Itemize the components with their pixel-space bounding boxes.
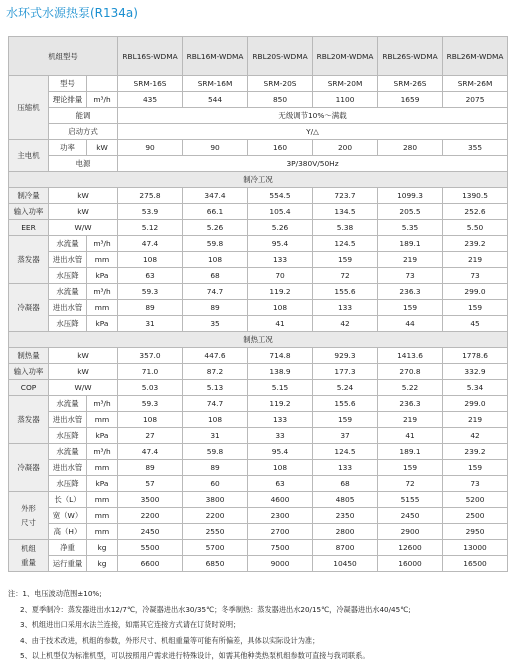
table-row [9,444,508,460]
value-cell: SRM-16S [118,76,183,92]
section-header-cell: 制冷工况 [9,172,508,188]
value-cell: 159 [313,252,378,268]
value-cell: 73 [443,476,508,492]
value-cell: 299.0 [443,396,508,412]
model-name-cell: RBL20M-WDMA [313,37,378,76]
value-cell: 332.9 [443,364,508,380]
param-label-cell: COP [9,380,49,396]
value-cell: 66.1 [183,204,248,220]
value-cell: 108 [183,252,248,268]
param-label-cell: 制热量 [9,348,49,364]
value-cell: 2300 [248,508,313,524]
value-cell: SRM-16M [183,76,248,92]
value-cell: 1390.5 [443,188,508,204]
value-cell: 239.2 [443,236,508,252]
value-cell: 44 [378,316,443,332]
value-cell: 5700 [183,540,248,556]
param-label-cell: 电源 [49,156,118,172]
value-cell: 236.3 [378,284,443,300]
value-cell: 4600 [248,492,313,508]
table-row [9,220,508,236]
param-label-cell: 进出水管 [49,252,87,268]
value-cell: 5.50 [443,220,508,236]
value-cell: 252.6 [443,204,508,220]
value-cell: 68 [183,268,248,284]
value-cell: 9000 [248,556,313,572]
value-cell: 6850 [183,556,248,572]
value-cell: 108 [183,412,248,428]
table-row [9,76,508,92]
value-cell: 205.5 [378,204,443,220]
value-cell: 10450 [313,556,378,572]
value-cell: 270.8 [378,364,443,380]
unit-cell: m³/h [87,236,118,252]
value-cell: 53.9 [118,204,183,220]
value-cell: 63 [248,476,313,492]
page-title: 水环式水源热泵(R134a) [6,6,138,20]
model-name-cell: RBL16M-WDMA [183,37,248,76]
value-cell: 219 [378,412,443,428]
param-label-cell: 水压降 [49,476,87,492]
table-row [9,252,508,268]
param-label-cell: 水压降 [49,316,87,332]
group-label-cell: 主电机 [9,140,49,172]
unit-cell: mm [87,300,118,316]
value-cell: 189.1 [378,236,443,252]
model-name-cell: RBL26S-WDMA [378,37,443,76]
value-cell: 119.2 [248,284,313,300]
note-line: 5、以上机型仅为标准机型，可以按照用户需求进行特殊设计，如需其他种类热泵机组参数可直接与我司联系。 [20,651,370,660]
value-cell: 155.6 [313,284,378,300]
param-label-cell: 进出水管 [49,412,87,428]
value-cell: 2200 [183,508,248,524]
value-cell: 5200 [443,492,508,508]
unit-cell: m³/h [87,396,118,412]
value-cell: 41 [378,428,443,444]
value-cell: 72 [313,268,378,284]
param-label-cell: 水流量 [49,284,87,300]
value-cell: 72 [378,476,443,492]
value-cell: 554.5 [248,188,313,204]
value-cell: 299.0 [443,284,508,300]
value-cell: 134.5 [313,204,378,220]
value-cell: SRM-20S [248,76,313,92]
value-cell: 2950 [443,524,508,540]
param-label-cell: EER [9,220,49,236]
value-cell: 5.03 [118,380,183,396]
param-label-cell: 长（L） [49,492,87,508]
value-cell: 5.34 [443,380,508,396]
unit-cell: kW [49,188,118,204]
value-cell: 138.9 [248,364,313,380]
value-cell: SRM-20M [313,76,378,92]
value-cell: 159 [443,300,508,316]
param-label-cell: 宽（W） [49,508,87,524]
value-cell: 177.3 [313,364,378,380]
value-cell: 435 [118,92,183,108]
param-label-cell: 水压降 [49,268,87,284]
value-cell: 13000 [443,540,508,556]
value-cell: 89 [118,300,183,316]
table-row [9,364,508,380]
unit-cell: kg [87,556,118,572]
unit-cell: m³/h [87,444,118,460]
value-cell: 159 [313,412,378,428]
value-cell: 5.13 [183,380,248,396]
unit-cell: kPa [87,476,118,492]
table-row [9,380,508,396]
param-label-cell: 水压降 [49,428,87,444]
value-cell: 47.4 [118,236,183,252]
group-label-cell: 压缩机 [9,76,49,140]
unit-cell: W/W [49,380,118,396]
table-row [9,92,508,108]
model-header-cell: 机组型号 [9,37,118,76]
value-cell: 133 [313,460,378,476]
value-cell: 108 [118,252,183,268]
value-cell: 5.24 [313,380,378,396]
value-cell: 4805 [313,492,378,508]
value-cell: 16000 [378,556,443,572]
span-value-cell: 3P/380V/50Hz [118,156,508,172]
unit-cell: mm [87,252,118,268]
value-cell: 714.8 [248,348,313,364]
param-label-cell: 水流量 [49,444,87,460]
value-cell: 357.0 [118,348,183,364]
value-cell: 200 [313,140,378,156]
table-row [9,460,508,476]
value-cell: 70 [248,268,313,284]
unit-cell: mm [87,508,118,524]
section-row [9,172,508,188]
unit-cell: kW [87,140,118,156]
value-cell: 12600 [378,540,443,556]
value-cell: SRM-26M [443,76,508,92]
model-name-cell: RBL26M-WDMA [443,37,508,76]
section-row [9,332,508,348]
unit-cell: W/W [49,220,118,236]
value-cell: 45 [443,316,508,332]
value-cell: 239.2 [443,444,508,460]
table-row [9,540,508,556]
table-row [9,396,508,412]
table-row [9,188,508,204]
model-name-cell: RBL16S-WDMA [118,37,183,76]
value-cell: 95.4 [248,236,313,252]
value-cell: 74.7 [183,396,248,412]
unit-cell: kg [87,540,118,556]
value-cell: 33 [248,428,313,444]
value-cell: 73 [378,268,443,284]
table-row [9,428,508,444]
value-cell: 219 [443,412,508,428]
value-cell: 5.35 [378,220,443,236]
param-label-cell: 水流量 [49,396,87,412]
value-cell: 275.8 [118,188,183,204]
value-cell: 89 [118,460,183,476]
note-line: 注：1、电压波动范围±10%; [8,589,102,598]
value-cell: 95.4 [248,444,313,460]
table-row [9,268,508,284]
table-row [9,156,508,172]
value-cell: 7500 [248,540,313,556]
unit-cell: kPa [87,316,118,332]
note-line: 4、由于技术改进，机组的参数，外形尺寸、机组重量等可能有所偏差，具体以实际设计为准； [20,635,320,645]
value-cell: 5.22 [378,380,443,396]
param-label-cell: 进出水管 [49,460,87,476]
value-cell: 159 [378,460,443,476]
value-cell: 41 [248,316,313,332]
value-cell: 42 [443,428,508,444]
value-cell: 1778.6 [443,348,508,364]
value-cell: 2200 [118,508,183,524]
table-row [9,124,508,140]
table-row [9,492,508,508]
value-cell: 42 [313,316,378,332]
value-cell: 105.4 [248,204,313,220]
span-value-cell: 无级调节10%～满载 [118,108,508,124]
value-cell: 2450 [378,508,443,524]
notes [8,586,411,664]
note-line: 3、机组进出口采用水法兰连接，如需其它连接方式请在订货时说明； [20,620,241,629]
value-cell: 74.7 [183,284,248,300]
group-label-cell: 外形尺寸 [9,492,49,540]
value-cell: 160 [248,140,313,156]
param-label-cell: 输入功率 [9,204,49,220]
value-cell: 90 [118,140,183,156]
unit-cell [87,76,118,92]
value-cell: 124.5 [313,236,378,252]
table-row [9,316,508,332]
value-cell: 159 [378,300,443,316]
header-row [9,37,508,76]
value-cell: 27 [118,428,183,444]
param-label-cell: 能调 [49,108,118,124]
value-cell: 2700 [248,524,313,540]
value-cell: 47.4 [118,444,183,460]
value-cell: 59.3 [118,396,183,412]
value-cell: 89 [183,300,248,316]
value-cell: 155.6 [313,396,378,412]
table-row [9,300,508,316]
group-label-cell: 蒸发器 [9,396,49,444]
value-cell: 159 [443,460,508,476]
value-cell: 929.3 [313,348,378,364]
unit-cell: kW [49,348,118,364]
unit-cell: m³/h [87,92,118,108]
unit-cell: kPa [87,428,118,444]
value-cell: 90 [183,140,248,156]
value-cell: 5.38 [313,220,378,236]
unit-cell: kW [49,364,118,380]
value-cell: 35 [183,316,248,332]
value-cell: 5500 [118,540,183,556]
value-cell: 59.3 [118,284,183,300]
value-cell: 5.26 [248,220,313,236]
value-cell: 124.5 [313,444,378,460]
value-cell: 2550 [183,524,248,540]
unit-cell: mm [87,412,118,428]
value-cell: 133 [248,252,313,268]
table-row [9,556,508,572]
model-name-cell: RBL20S-WDMA [248,37,313,76]
value-cell: 1099.3 [378,188,443,204]
value-cell: 2500 [443,508,508,524]
value-cell: 189.1 [378,444,443,460]
value-cell: 850 [248,92,313,108]
value-cell: 68 [313,476,378,492]
value-cell: 5.15 [248,380,313,396]
value-cell: 89 [183,460,248,476]
value-cell: 31 [183,428,248,444]
unit-cell: mm [87,460,118,476]
table-row [9,284,508,300]
unit-cell: mm [87,492,118,508]
param-label-cell: 输入功率 [9,364,49,380]
group-label-cell: 冷凝器 [9,444,49,492]
table-row [9,204,508,220]
table-row [9,140,508,156]
value-cell: 5.26 [183,220,248,236]
value-cell: 108 [248,300,313,316]
group-label-cell: 蒸发器 [9,236,49,284]
value-cell: 59.8 [183,444,248,460]
value-cell: 544 [183,92,248,108]
value-cell: 133 [248,412,313,428]
unit-cell: m³/h [87,284,118,300]
value-cell: 87.2 [183,364,248,380]
param-label-cell: 进出水管 [49,300,87,316]
value-cell: 3800 [183,492,248,508]
table-row [9,508,508,524]
value-cell: 1100 [313,92,378,108]
param-label-cell: 制冷量 [9,188,49,204]
table-row [9,476,508,492]
value-cell: 57 [118,476,183,492]
value-cell: 2900 [378,524,443,540]
value-cell: 2075 [443,92,508,108]
value-cell: 6600 [118,556,183,572]
param-label-cell: 水流量 [49,236,87,252]
value-cell: 347.4 [183,188,248,204]
param-label-cell: 净重 [49,540,87,556]
value-cell: 1413.6 [378,348,443,364]
value-cell: 5.12 [118,220,183,236]
param-label-cell: 启动方式 [49,124,118,140]
value-cell: 119.2 [248,396,313,412]
value-cell: 60 [183,476,248,492]
value-cell: 37 [313,428,378,444]
unit-cell: mm [87,524,118,540]
value-cell: 133 [313,300,378,316]
value-cell: 8700 [313,540,378,556]
value-cell: 108 [248,460,313,476]
value-cell: 1659 [378,92,443,108]
value-cell: 108 [118,412,183,428]
table-row [9,524,508,540]
note-line: 2、夏季制冷：蒸发器进出水12/7℃，冷凝器进出水30/35℃；冬季制热：蒸发器进出水20/15℃，冷凝器进出水40/45℃; [20,604,411,614]
unit-cell: kW [49,204,118,220]
value-cell: 3500 [118,492,183,508]
value-cell: 59.8 [183,236,248,252]
param-label-cell: 理论排量 [49,92,87,108]
value-cell: 31 [118,316,183,332]
value-cell: 723.7 [313,188,378,204]
value-cell: SRM-26S [378,76,443,92]
value-cell: 355 [443,140,508,156]
span-value-cell: Y/△ [118,124,508,140]
group-label-cell: 机组重量 [9,540,49,572]
value-cell: 2800 [313,524,378,540]
value-cell: 16500 [443,556,508,572]
param-label-cell: 型号 [49,76,87,92]
table-row [9,236,508,252]
value-cell: 63 [118,268,183,284]
table-row [9,108,508,124]
param-label-cell: 高（H） [49,524,87,540]
param-label-cell: 功率 [49,140,87,156]
param-label-cell: 运行重量 [49,556,87,572]
value-cell: 219 [443,252,508,268]
value-cell: 219 [378,252,443,268]
unit-cell: kPa [87,268,118,284]
spec-table [8,36,508,572]
value-cell: 447.6 [183,348,248,364]
value-cell: 71.0 [118,364,183,380]
value-cell: 2350 [313,508,378,524]
group-label-cell: 冷凝器 [9,284,49,332]
value-cell: 5155 [378,492,443,508]
table-row [9,412,508,428]
value-cell: 73 [443,268,508,284]
value-cell: 280 [378,140,443,156]
value-cell: 2450 [118,524,183,540]
table-row [9,348,508,364]
section-header-cell: 制热工况 [9,332,508,348]
value-cell: 236.3 [378,396,443,412]
